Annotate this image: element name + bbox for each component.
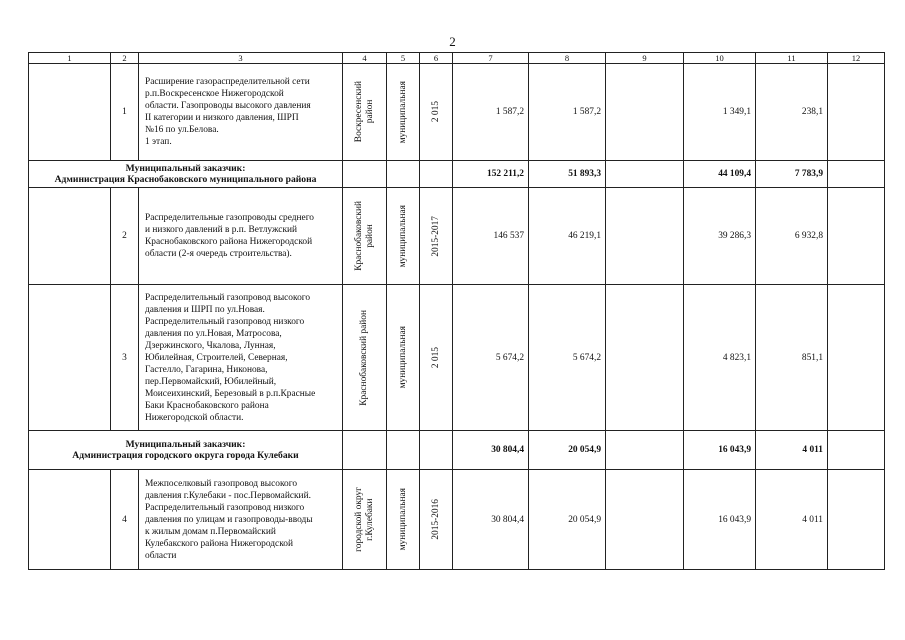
column-header: 12: [828, 53, 885, 64]
customer-name: [29, 161, 343, 188]
description-line: Краснобаковского района Нижегородской: [145, 237, 313, 247]
cell-col8: 5 674,2: [529, 285, 606, 431]
table-row: [29, 470, 885, 570]
cell-col7: 5 674,2: [453, 285, 529, 431]
customer-row: [29, 431, 885, 470]
description-line: Межпоселковый газопровод высокого: [145, 478, 298, 489]
description-line: Распределительные газопроводы среднего: [145, 213, 314, 223]
total-col7: 30 804,4: [453, 431, 529, 470]
description-line: к жилым домам п.Первомайский: [145, 526, 276, 537]
column-header: 8: [529, 53, 606, 64]
cell-col8: 46 219,1: [529, 188, 606, 285]
cell-col11: 4 011: [756, 470, 828, 570]
district: Воскресенский район: [353, 81, 375, 143]
column-header: 3: [139, 53, 343, 64]
description-line: давления по улицам и газопроводы-вводы: [145, 514, 313, 525]
district: Краснобаковский район: [359, 309, 369, 406]
column-header: 7: [453, 53, 529, 64]
customer-label: Муниципальный заказчик:: [125, 163, 246, 174]
cell-col12: [828, 188, 885, 285]
description-line: Баки Краснобаковского района: [145, 400, 269, 411]
cell-col11: 851,1: [756, 285, 828, 431]
description-line: II категории и низкого давления, ШРП: [145, 113, 299, 123]
description-line: давления и ШРП по ул.Новая.: [145, 304, 265, 315]
cell-col9: [606, 64, 684, 161]
investment-table: [28, 52, 885, 570]
description-line: области. Газопроводы высокого давления: [145, 101, 311, 111]
row-number: 2: [111, 188, 139, 285]
column-header: 1: [29, 53, 111, 64]
description-line: Распределительный газопровод низкого: [145, 316, 305, 327]
total-col8: 20 054,9: [529, 431, 606, 470]
ownership: муниципальная: [397, 204, 408, 268]
cell-col9: [606, 285, 684, 431]
description-line: Расширение газораспределительной сети: [145, 77, 310, 87]
years: 2015-2016: [430, 499, 441, 540]
column-header: 10: [684, 53, 756, 64]
cell-col8: 20 054,9: [529, 470, 606, 570]
total-col7: 152 211,2: [453, 161, 529, 188]
cell-col12: [828, 64, 885, 161]
description-line: области (2-я очередь строительства).: [145, 249, 292, 259]
description-line: пер.Первомайский, Юбилейный,: [145, 376, 277, 387]
cell-col7: 30 804,4: [453, 470, 529, 570]
description-line: Распределительный газопровод высокого: [145, 292, 311, 303]
customer-label: Муниципальный заказчик:: [125, 439, 246, 450]
column-header: 2: [111, 53, 139, 64]
district: Краснобаковский район: [353, 201, 375, 271]
row-number: 4: [111, 470, 139, 570]
customer-row: [29, 161, 885, 188]
years: 2015-2017: [430, 215, 441, 257]
description-line: Моисеихинский, Березовый в р.п.Красные: [145, 388, 316, 399]
cell-col12: [828, 470, 885, 570]
years: 2 015: [430, 346, 441, 369]
description-line: Кулебакского района Нижегородской: [145, 538, 293, 549]
cell-col10: 4 823,1: [684, 285, 756, 431]
ownership: муниципальная: [397, 80, 408, 144]
district: городской округ г.Кулебаки: [353, 487, 375, 552]
object-description: [139, 470, 343, 570]
cell-col7: 146 537: [453, 188, 529, 285]
description-line: Юбилейная, Строителей, Северная,: [145, 352, 288, 363]
customer-name: [29, 431, 343, 470]
column-header: 11: [756, 53, 828, 64]
description-line: Дзержинского, Чкалова, Лунная,: [145, 340, 276, 351]
column-header: 4: [343, 53, 387, 64]
total-col11: 7 783,9: [756, 161, 828, 188]
table-row: [29, 188, 885, 285]
ownership: муниципальная: [397, 326, 408, 389]
cell-col9: [606, 470, 684, 570]
description-line: Нижегородской области.: [145, 412, 244, 423]
page-number: 2: [449, 34, 456, 49]
table-row: [29, 285, 885, 431]
table-row: [29, 64, 885, 161]
object-description: [139, 285, 343, 431]
column-number-row: [29, 53, 885, 64]
cell-col9: [606, 188, 684, 285]
ownership: муниципальная: [397, 488, 408, 551]
column-header: 9: [606, 53, 684, 64]
description-line: Распределительный газопровод низкого: [145, 502, 305, 513]
column-header: 6: [420, 53, 453, 64]
description-line: и низкого давлений в р.п. Ветлужский: [145, 225, 298, 235]
cell-col8: 1 587,2: [529, 64, 606, 161]
description-line: давления по ул.Новая, Матросова,: [145, 328, 282, 339]
row-number: 3: [111, 285, 139, 431]
description-line: №16 по ул.Белова.: [145, 125, 219, 135]
cell-col11: 238,1: [756, 64, 828, 161]
cell-col10: 39 286,3: [684, 188, 756, 285]
column-header: 5: [387, 53, 420, 64]
cell-col10: 1 349,1: [684, 64, 756, 161]
description-line: Гастелло, Гагарина, Никонова,: [145, 364, 268, 375]
row-number: 1: [111, 64, 139, 161]
cell-col7: 1 587,2: [453, 64, 529, 161]
object-description: [139, 64, 343, 161]
total-col10: 16 043,9: [684, 431, 756, 470]
total-col8: 51 893,3: [529, 161, 606, 188]
customer-org: Администрация городского округа города Кулебаки: [72, 450, 299, 461]
customer-org: Администрация Краснобаковского муниципального района: [54, 174, 317, 185]
cell-col11: 6 932,8: [756, 188, 828, 285]
years: 2 015: [430, 101, 441, 123]
description-line: давления г.Кулебаки - пос.Первомайский.: [145, 490, 311, 501]
description-line: области: [145, 550, 177, 561]
cell-col12: [828, 285, 885, 431]
total-col11: 4 011: [756, 431, 828, 470]
cell-col10: 16 043,9: [684, 470, 756, 570]
object-description: [139, 188, 343, 285]
total-col10: 44 109,4: [684, 161, 756, 188]
description-line: р.п.Воскресенское Нижегородской: [145, 89, 284, 99]
description-line: 1 этап.: [145, 137, 172, 147]
